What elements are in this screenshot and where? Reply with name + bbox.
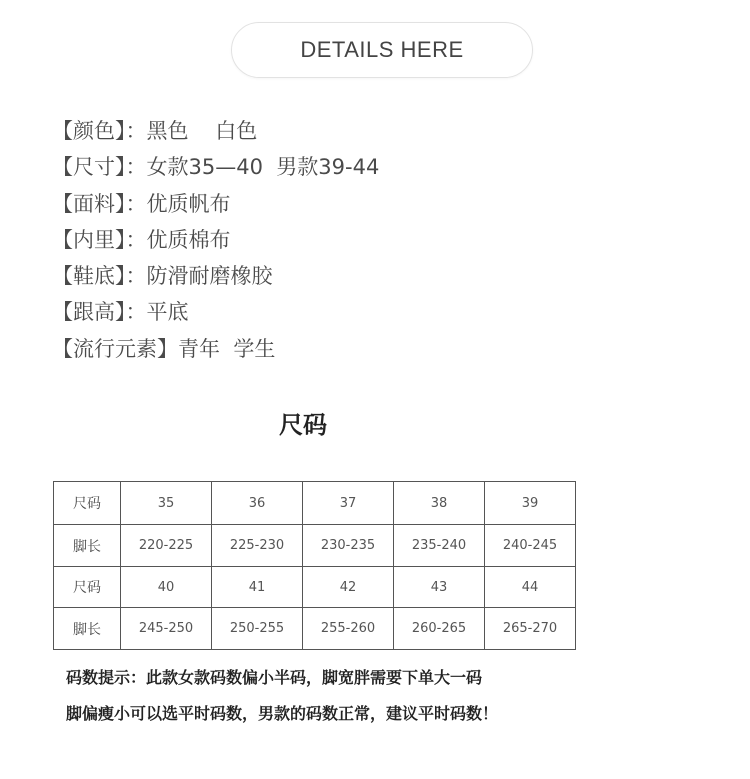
table-cell: 44 bbox=[485, 567, 576, 608]
spec-size: 【尺寸】：女款35—40 男款39-44 bbox=[52, 155, 380, 180]
table-cell: 39 bbox=[485, 482, 576, 525]
size-chart-table bbox=[53, 481, 576, 650]
row-label: 尺码 bbox=[54, 482, 121, 525]
table-cell: 235-240 bbox=[394, 525, 485, 567]
details-header-label: DETAILS HERE bbox=[300, 37, 464, 62]
table-cell: 43 bbox=[394, 567, 485, 608]
table-row bbox=[54, 525, 576, 567]
spec-list bbox=[52, 113, 379, 367]
details-header bbox=[231, 22, 533, 78]
size-chart-title: 尺码 bbox=[279, 411, 327, 439]
table-row bbox=[54, 608, 576, 650]
table-cell: 250-255 bbox=[212, 608, 303, 650]
table-row bbox=[54, 482, 576, 525]
table-cell: 255-260 bbox=[303, 608, 394, 650]
table-cell: 42 bbox=[303, 567, 394, 608]
table-cell: 245-250 bbox=[121, 608, 212, 650]
row-label: 尺码 bbox=[54, 567, 121, 608]
row-label: 脚长 bbox=[54, 608, 121, 650]
table-cell: 38 bbox=[394, 482, 485, 525]
spec-lining: 【内里】：优质棉布 bbox=[52, 227, 231, 252]
spec-fabric: 【面料】：优质帆布 bbox=[52, 191, 231, 216]
spec-style: 【流行元素】青年 学生 bbox=[52, 336, 276, 361]
table-cell: 230-235 bbox=[303, 525, 394, 567]
spec-heel: 【跟高】：平底 bbox=[52, 300, 189, 325]
table-cell: 220-225 bbox=[121, 525, 212, 567]
table-cell: 240-245 bbox=[485, 525, 576, 567]
table-cell: 36 bbox=[212, 482, 303, 525]
table-cell: 260-265 bbox=[394, 608, 485, 650]
table-cell: 35 bbox=[121, 482, 212, 525]
size-tip-line-1: 码数提示：此款女款码数偏小半码，脚宽胖需要下单大一码 bbox=[66, 668, 483, 687]
spec-sole: 【鞋底】：防滑耐磨橡胶 bbox=[52, 264, 273, 289]
size-tip-line-2: 脚偏瘦小可以选平时码数，男款的码数正常，建议平时码数！ bbox=[66, 704, 499, 723]
table-cell: 41 bbox=[212, 567, 303, 608]
table-cell: 225-230 bbox=[212, 525, 303, 567]
table-cell: 37 bbox=[303, 482, 394, 525]
spec-color: 【颜色】：黑色 白色 bbox=[52, 119, 258, 143]
row-label: 脚长 bbox=[54, 525, 121, 567]
table-cell: 40 bbox=[121, 567, 212, 608]
table-cell: 265-270 bbox=[485, 608, 576, 650]
table-row bbox=[54, 567, 576, 608]
